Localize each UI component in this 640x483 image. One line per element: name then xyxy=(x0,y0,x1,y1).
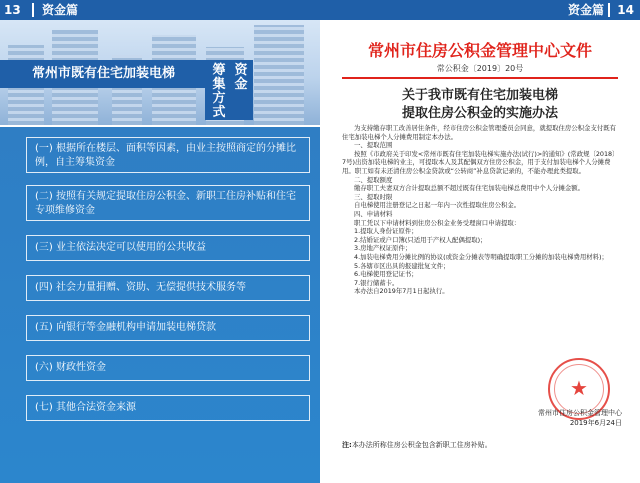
signature-org: 常州市住房公积金管理中心 xyxy=(538,409,622,417)
funding-item: (七) 其他合法资金来源 xyxy=(26,395,310,421)
footnote-label: 注: xyxy=(342,441,352,449)
right-section-label: 资金篇 xyxy=(567,3,604,17)
signature-block xyxy=(538,408,622,428)
signature-date: 2019年6月24日 xyxy=(569,419,622,427)
body-paragraph: 四、申请材料 xyxy=(354,209,393,218)
body-paragraph: 5.各辖市区出具的报建批复文件； xyxy=(354,261,450,270)
funding-methods-panel xyxy=(0,127,320,483)
body-paragraph: 缴存职工夫妻双方合计提取总额不超过既有住宅加装电梯总费用中个人分摊金额。 xyxy=(354,184,585,193)
building-shape xyxy=(254,25,304,125)
side-title-col1: 资金 xyxy=(234,63,248,92)
body-paragraph: 二、提取额度 xyxy=(354,175,393,184)
red-divider xyxy=(342,77,618,79)
funding-item: (三) 业主依法决定可以使用的公共收益 xyxy=(26,235,310,261)
document-body xyxy=(342,124,622,296)
footnote-text: 本办法所称住房公积金包含新职工住房补贴。 xyxy=(351,441,492,449)
left-title-bar xyxy=(0,60,205,88)
funding-item: (六) 财政性资金 xyxy=(26,355,310,381)
document-number: 常公积金〔2019〕20号 xyxy=(436,64,524,73)
right-page-number: 14 xyxy=(617,3,634,17)
body-paragraph: 3.房地产权证原件； xyxy=(354,244,412,253)
document-title: 常州市住房公积金管理中心文件 xyxy=(367,41,592,60)
footnote xyxy=(342,440,492,450)
body-paragraph: 1.提取人身份证原件； xyxy=(354,227,418,236)
body-paragraph: 一、提取范围 xyxy=(354,141,393,150)
body-paragraph: 本办法自2019年7月1日起执行。 xyxy=(354,287,449,296)
body-paragraph: 职工凭以下申请材料到住房公积金业务受理窗口申请提取： xyxy=(354,218,521,227)
body-paragraph: 7.银行储蓄卡。 xyxy=(354,278,399,287)
side-title-col2: 筹集方式 xyxy=(212,63,226,120)
left-header-divider xyxy=(32,3,34,17)
body-paragraph: 6.电梯使用登记证书； xyxy=(354,270,418,279)
body-paragraph: 按照《市政府关于印发<常州市既有住宅加装电梯实施办法(试行)>的通知》(常政规〔2018〕7号)出资加装电梯的业主，可提取本人及其配偶双方住房公积金，用于支付加装电梯个人分摊费用。职工如有未还清住房公积金贷款或“公转商”补息贷款记录的，不能办理此类提取。 xyxy=(342,149,619,175)
heading-line-1: 关于我市既有住宅加装电梯 xyxy=(401,88,558,103)
funding-item: (四) 社会力量捐赠、资助、无偿提供技术服务等 xyxy=(26,275,310,301)
funding-item: (五) 向银行等金融机构申请加装电梯贷款 xyxy=(26,315,310,341)
heading-line-2: 提取住房公积金的实施办法 xyxy=(401,106,558,121)
side-title-box xyxy=(205,60,253,120)
body-paragraph: 4.加装电梯费用分摊比例的协议(或资金分摊表等明确提取职工分摊的加装电梯费用材料)； xyxy=(354,252,608,261)
body-paragraph: 三、提取时限 xyxy=(354,192,393,201)
left-section-label: 资金篇 xyxy=(42,3,79,17)
left-title: 常州市既有住宅加装电梯 xyxy=(32,66,176,81)
funding-item: (一) 根据所在楼层、面积等因素，由业主按照商定的分摊比例，自主筹集资金 xyxy=(26,137,310,173)
funding-item: (二) 按照有关规定提取住房公积金、新职工住房补贴和住宅专项维修资金 xyxy=(26,185,310,221)
right-page xyxy=(320,0,640,483)
body-paragraph: 2.结婚证或户口簿(只适用于产权人配偶提取)； xyxy=(354,235,487,244)
right-header-divider xyxy=(608,3,610,17)
body-paragraph: 为支持缴存职工改善居住条件，经市住房公积金管理委员会同意，就提取住房公积金支付既有住宅加装电梯个人分摊费用制定本办法。 xyxy=(342,124,617,141)
seal-star-icon: ★ xyxy=(570,376,588,400)
left-page-number: 13 xyxy=(4,3,21,17)
body-paragraph: 自电梯使用注册登记之日起一年内一次性提取住房公积金。 xyxy=(354,201,521,210)
